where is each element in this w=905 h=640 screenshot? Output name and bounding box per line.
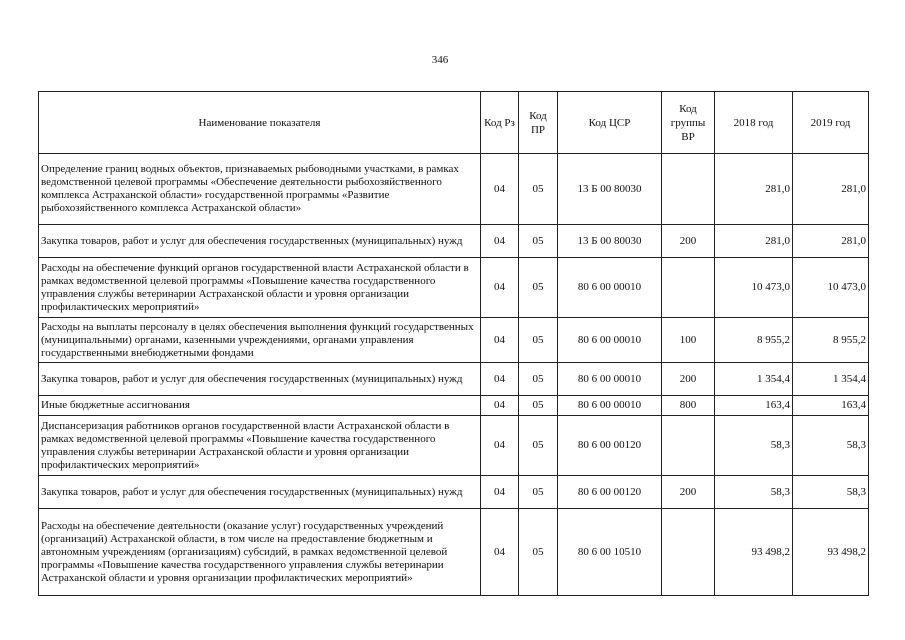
header-vr: Код группы ВР [662,92,715,154]
table-header-row [39,92,869,154]
row-2019: 58,3 [793,416,869,476]
header-name: Наименование показателя [39,92,481,154]
row-vr: 200 [662,363,715,396]
row-rz: 04 [481,476,519,509]
table-row [39,416,869,476]
row-rz: 04 [481,258,519,318]
row-pr: 05 [519,258,558,318]
row-name: Расходы на выплаты персоналу в целях обеспечения выполнения функций государственных (муниципальными) органами, казенными учреждениями, органами управления государственными внебюджетными фондами [39,318,481,363]
header-rz: Код Рз [481,92,519,154]
row-csr: 80 6 00 00010 [558,318,662,363]
row-rz: 04 [481,363,519,396]
header-pr: Код ПР [519,92,558,154]
row-2018: 8 955,2 [715,318,793,363]
row-csr: 80 6 00 00010 [558,396,662,416]
row-name: Расходы на обеспечение функций органов государственной власти Астраханской области в рамках ведомственной целевой программы «Повышение качества государственного управления службы ветеринарии Астраханской области и уровня организации профилактических мероприятий» [39,258,481,318]
row-csr: 80 6 00 00010 [558,363,662,396]
row-name: Закупка товаров, работ и услуг для обеспечения государственных (муниципальных) нужд [39,476,481,509]
row-2019: 10 473,0 [793,258,869,318]
table-row [39,318,869,363]
row-csr: 80 6 00 10510 [558,509,662,596]
row-vr [662,154,715,225]
row-vr: 200 [662,225,715,258]
row-2018: 1 354,4 [715,363,793,396]
row-pr: 05 [519,476,558,509]
row-name: Определение границ водных объектов, признаваемых рыбоводными участками, в рамках ведомственной целевой программы «Обеспечение деятельности рыбохозяйственного комплекса Астраханской области» государственной программы «Развитие рыбохозяйственного комплекса Астраханской области» [39,154,481,225]
row-pr: 05 [519,154,558,225]
row-2018: 163,4 [715,396,793,416]
table-row [39,509,869,596]
row-2019: 1 354,4 [793,363,869,396]
row-2018: 58,3 [715,416,793,476]
row-pr: 05 [519,396,558,416]
row-vr: 800 [662,396,715,416]
row-rz: 04 [481,318,519,363]
table-row [39,258,869,318]
row-pr: 05 [519,363,558,396]
header-csr: Код ЦСР [558,92,662,154]
row-pr: 05 [519,509,558,596]
row-2019: 58,3 [793,476,869,509]
row-2019: 8 955,2 [793,318,869,363]
row-vr [662,258,715,318]
row-rz: 04 [481,154,519,225]
row-2018: 281,0 [715,225,793,258]
page-number: 346 [431,54,449,66]
row-rz: 04 [481,396,519,416]
row-2019: 281,0 [793,154,869,225]
header-2019: 2019 год [793,92,869,154]
table-row [39,396,869,416]
table-row [39,225,869,258]
row-pr: 05 [519,416,558,476]
row-rz: 04 [481,416,519,476]
row-csr: 80 6 00 00010 [558,258,662,318]
row-csr: 80 6 00 00120 [558,416,662,476]
table-row [39,154,869,225]
row-pr: 05 [519,225,558,258]
row-name: Иные бюджетные ассигнования [39,396,481,416]
row-2018: 58,3 [715,476,793,509]
row-name: Расходы на обеспечение деятельности (оказание услуг) государственных учреждений (организаций) Астраханской области, в том числе на предоставление бюджетным и автономным учреждениям (организациям) субсидий, в рамках ведомственной целевой программы «Повышение качества государственного управления службы ветеринарии Астраханской области и уровня организации профилактических мероприятий» [39,509,481,596]
row-pr: 05 [519,318,558,363]
row-rz: 04 [481,225,519,258]
row-2018: 10 473,0 [715,258,793,318]
row-rz: 04 [481,509,519,596]
row-csr: 80 6 00 00120 [558,476,662,509]
row-csr: 13 Б 00 80030 [558,154,662,225]
row-2019: 281,0 [793,225,869,258]
row-vr: 100 [662,318,715,363]
row-2018: 281,0 [715,154,793,225]
row-name: Диспансеризация работников органов государственной власти Астраханской области в рамках ведомственной целевой программы «Повышение качества государственного управления службы ветеринарии Астраханской области и уровня организации профилактических мероприятий» [39,416,481,476]
header-2018: 2018 год [715,92,793,154]
row-vr: 200 [662,476,715,509]
table-row [39,476,869,509]
row-2019: 163,4 [793,396,869,416]
row-2018: 93 498,2 [715,509,793,596]
row-name: Закупка товаров, работ и услуг для обеспечения государственных (муниципальных) нужд [39,225,481,258]
row-csr: 13 Б 00 80030 [558,225,662,258]
row-2019: 93 498,2 [793,509,869,596]
row-vr [662,509,715,596]
table-row [39,363,869,396]
budget-table [38,91,869,596]
row-vr [662,416,715,476]
row-name: Закупка товаров, работ и услуг для обеспечения государственных (муниципальных) нужд [39,363,481,396]
